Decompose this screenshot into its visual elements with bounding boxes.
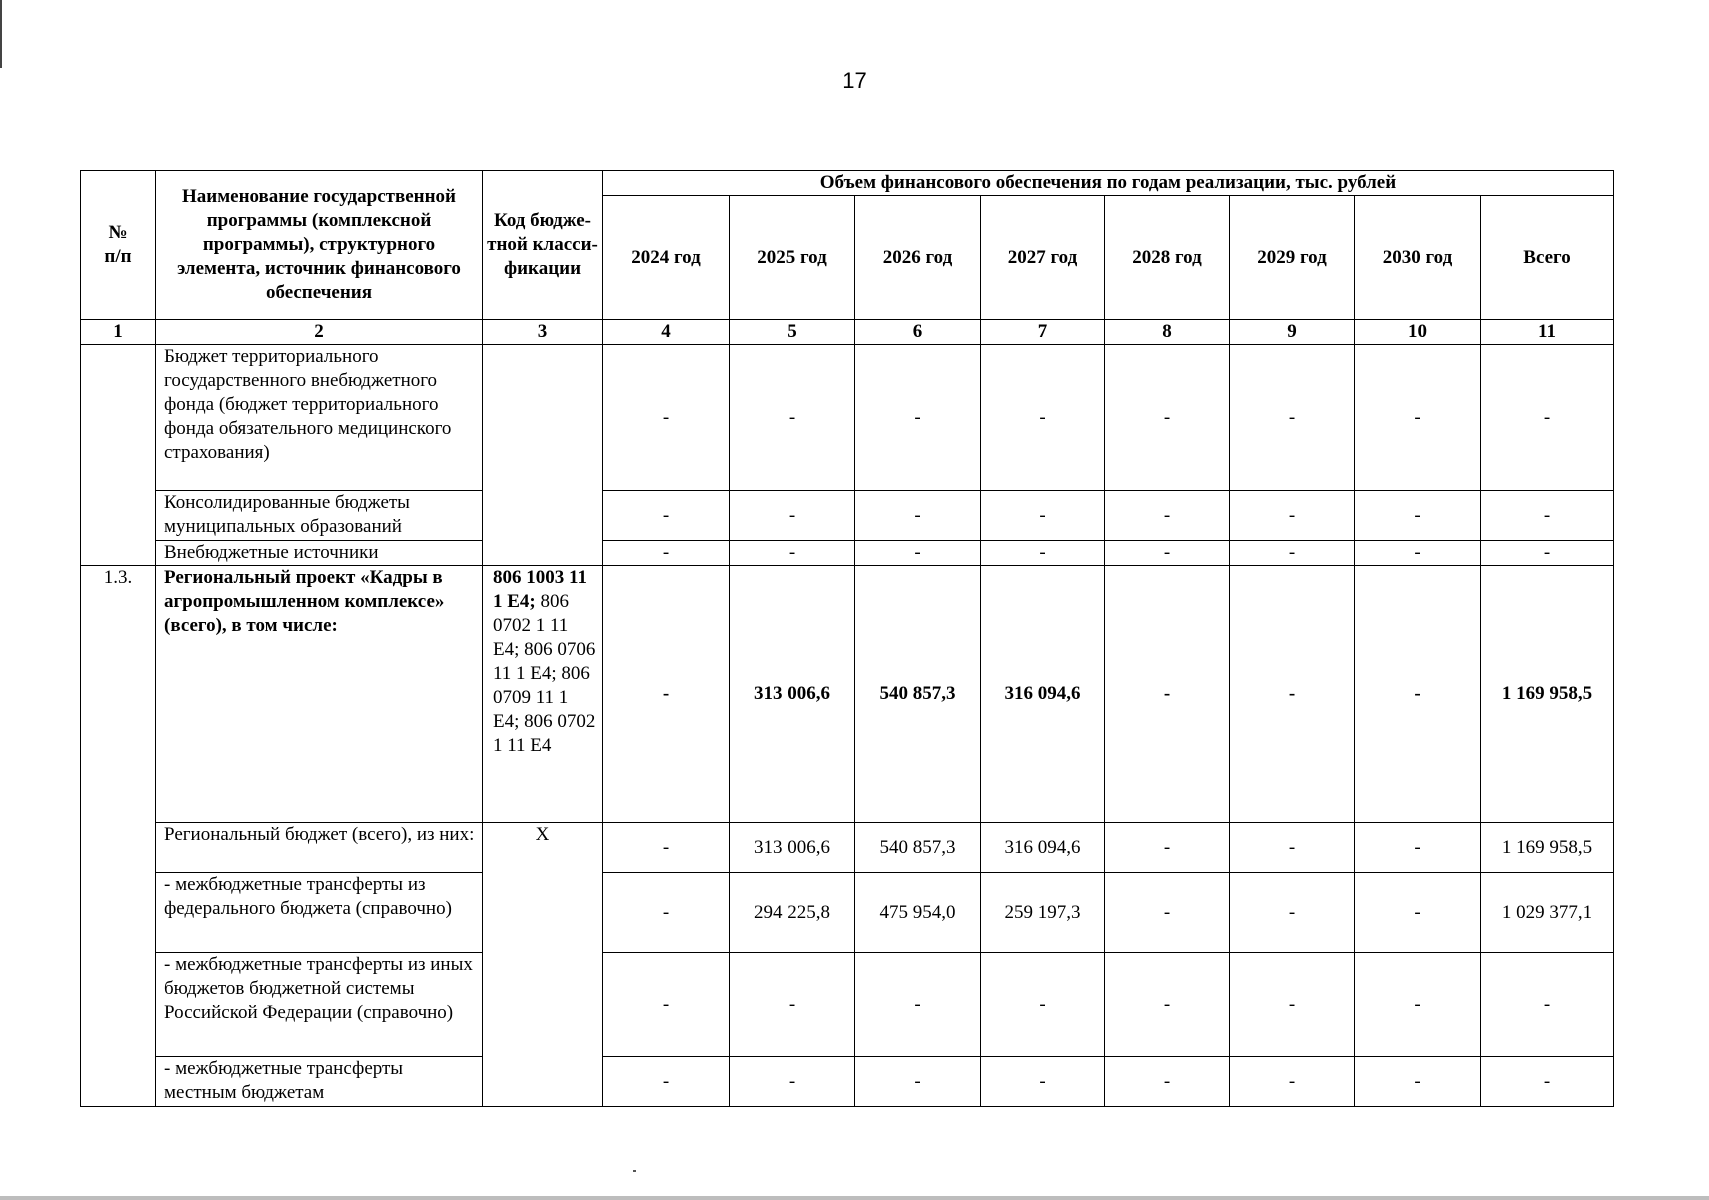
cell-value: -: [1355, 823, 1481, 873]
row-name: Внебюджетные источники: [156, 541, 483, 566]
table-row: [81, 566, 1614, 823]
financing-table: [80, 170, 1614, 1107]
cell-value: -: [1355, 345, 1481, 491]
row-num-empty: [81, 345, 156, 566]
table-row: [81, 1057, 1614, 1107]
header-year-2028: 2028 год: [1105, 196, 1230, 320]
cell-value: -: [730, 953, 855, 1057]
cell-value: -: [1481, 541, 1614, 566]
cell-value: -: [603, 1057, 730, 1107]
row-code-rest: 806 0702 1 11 E4; 806 0706 11 1 E4; 806 0709 11 1 E4; 806 0702 1 11 E4: [493, 591, 596, 756]
cell-value: -: [1105, 541, 1230, 566]
cell-value: 1 029 377,1: [1481, 873, 1614, 953]
scan-speck: [633, 1170, 636, 1172]
cell-value: -: [1105, 566, 1230, 823]
cell-value: -: [603, 953, 730, 1057]
table-row: [81, 541, 1614, 566]
cell-value: -: [1105, 491, 1230, 541]
table-row: [81, 953, 1614, 1057]
header-year-2030: 2030 год: [1355, 196, 1481, 320]
row-code-empty: [483, 345, 603, 566]
cell-value: -: [855, 345, 981, 491]
cell-value: -: [1355, 491, 1481, 541]
cell-value: 540 857,3: [855, 566, 981, 823]
cell-value: -: [1230, 345, 1355, 491]
table-row: [81, 345, 1614, 491]
cell-value: 1 169 958,5: [1481, 823, 1614, 873]
cell-value: 316 094,6: [981, 566, 1105, 823]
column-number: 8: [1105, 320, 1230, 345]
header-year-2029: 2029 год: [1230, 196, 1355, 320]
row-name: - межбюджетные трансферты из иных бюджетов бюджетной системы Российской Федерации (справочно): [156, 953, 483, 1057]
cell-value: -: [855, 541, 981, 566]
page-number: 17: [842, 68, 867, 93]
cell-value: -: [1230, 541, 1355, 566]
cell-value: -: [1230, 873, 1355, 953]
cell-value: -: [730, 541, 855, 566]
cell-value: -: [1355, 566, 1481, 823]
scan-edge-line: [0, 0, 2, 68]
cell-value: -: [1355, 1057, 1481, 1107]
cell-value: -: [1355, 873, 1481, 953]
cell-value: -: [855, 953, 981, 1057]
cell-value: -: [1355, 953, 1481, 1057]
cell-value: -: [1105, 1057, 1230, 1107]
header-code: Код бюдже-тной класси-фикации: [483, 171, 603, 320]
cell-value: -: [730, 345, 855, 491]
cell-value: -: [1230, 953, 1355, 1057]
column-number: 6: [855, 320, 981, 345]
cell-value: -: [603, 491, 730, 541]
cell-value: -: [981, 953, 1105, 1057]
cell-value: -: [730, 1057, 855, 1107]
cell-value: -: [1230, 491, 1355, 541]
cell-value: 259 197,3: [981, 873, 1105, 953]
cell-value: -: [603, 541, 730, 566]
column-number: 11: [1481, 320, 1614, 345]
column-number: 5: [730, 320, 855, 345]
cell-value: 294 225,8: [730, 873, 855, 953]
row-name: - межбюджетные трансферты местным бюджетам: [156, 1057, 483, 1107]
row-name: Консолидированные бюджеты муниципальных образований: [156, 491, 483, 541]
cell-value: 316 094,6: [981, 823, 1105, 873]
cell-value: -: [1230, 823, 1355, 873]
row-name: Региональный бюджет (всего), из них:: [156, 823, 483, 873]
cell-value: -: [1230, 566, 1355, 823]
row-code: [483, 566, 603, 823]
cell-value: -: [603, 823, 730, 873]
column-number: 3: [483, 320, 603, 345]
cell-value: 313 006,6: [730, 823, 855, 873]
cell-value: -: [1105, 345, 1230, 491]
cell-value: -: [1481, 345, 1614, 491]
column-numbers-row: [81, 320, 1614, 345]
header-num: № п/п: [81, 171, 156, 320]
column-number: 9: [1230, 320, 1355, 345]
cell-value: -: [1481, 491, 1614, 541]
column-number: 4: [603, 320, 730, 345]
cell-value: -: [1105, 953, 1230, 1057]
table-row: [81, 823, 1614, 873]
cell-value: -: [603, 345, 730, 491]
cell-value: -: [981, 491, 1105, 541]
row-name: - межбюджетные трансферты из федерального бюджета (справочно): [156, 873, 483, 953]
cell-value: -: [1105, 823, 1230, 873]
cell-value: -: [1355, 541, 1481, 566]
cell-value: 475 954,0: [855, 873, 981, 953]
cell-value: -: [855, 1057, 981, 1107]
cell-value: -: [1481, 1057, 1614, 1107]
header-total: Всего: [1481, 196, 1614, 320]
scan-bottom-edge: [0, 1196, 1709, 1200]
table-row: [81, 873, 1614, 953]
header-name: Наименование государственной программы (комплексной программы), структурного элемента, источник финансового обеспечения: [156, 171, 483, 320]
header-year-2025: 2025 год: [730, 196, 855, 320]
row-name: Бюджет территориального государственного внебюджетного фонда (бюджет территориального фонда обязательного медицинского страхования): [156, 345, 483, 491]
cell-value: -: [1230, 1057, 1355, 1107]
column-number: 2: [156, 320, 483, 345]
cell-value: -: [981, 541, 1105, 566]
cell-value: -: [981, 345, 1105, 491]
header-year-2024: 2024 год: [603, 196, 730, 320]
row-code-bold: 806 1003 11 1 E4;: [493, 567, 587, 612]
row-num: 1.3.: [81, 566, 156, 1107]
cell-value: -: [603, 873, 730, 953]
row-code-x: X: [483, 823, 603, 1107]
cell-value: 1 169 958,5: [1481, 566, 1614, 823]
cell-value: -: [981, 1057, 1105, 1107]
header-funding: Объем финансового обеспечения по годам реализации, тыс. рублей: [603, 171, 1614, 196]
row-name-project: Региональный проект «Кадры в агропромышленном комплексе» (всего), в том числе:: [156, 566, 483, 823]
cell-value: 313 006,6: [730, 566, 855, 823]
header-year-2027: 2027 год: [981, 196, 1105, 320]
column-number: 10: [1355, 320, 1481, 345]
cell-value: -: [730, 491, 855, 541]
cell-value: -: [855, 491, 981, 541]
table-row: [81, 491, 1614, 541]
header-year-2026: 2026 год: [855, 196, 981, 320]
cell-value: -: [1105, 873, 1230, 953]
cell-value: -: [1481, 953, 1614, 1057]
cell-value: 540 857,3: [855, 823, 981, 873]
cell-value: -: [603, 566, 730, 823]
column-number: 7: [981, 320, 1105, 345]
column-number: 1: [81, 320, 156, 345]
